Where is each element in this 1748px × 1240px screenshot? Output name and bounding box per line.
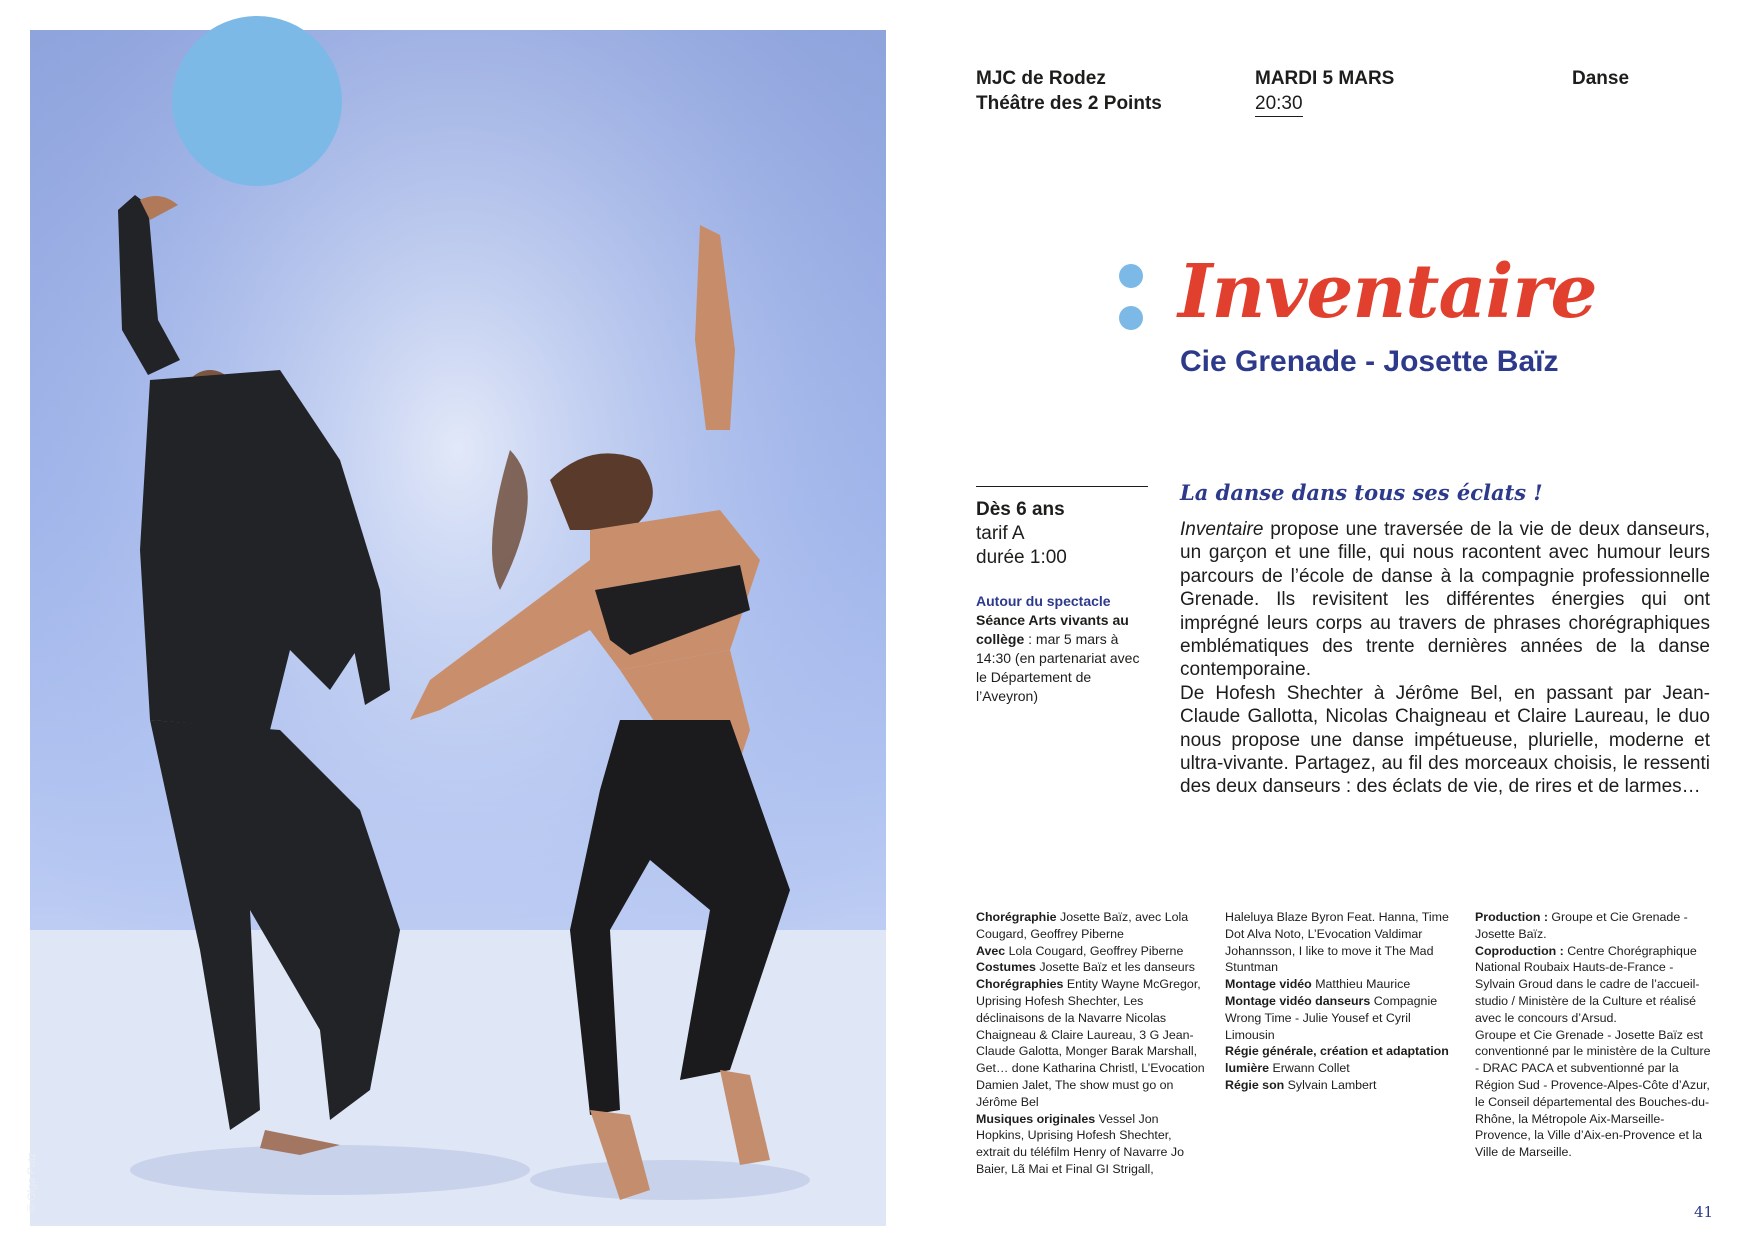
info-block: [976, 498, 1162, 570]
description-paragraph-1: [1180, 518, 1710, 682]
autour-label: Séance Arts vivants au collège: [976, 612, 1129, 647]
credit-entry: [976, 909, 1208, 943]
photo-credit: © Olga Putz: [26, 1152, 38, 1212]
credit-role: Production :: [1475, 910, 1548, 924]
date-block: [1255, 66, 1394, 117]
event-date: MARDI 5 MARS: [1255, 68, 1395, 89]
credit-role: Musiques originales: [976, 1111, 1096, 1126]
page-number: 41: [1694, 1203, 1714, 1221]
credit-entry: [1225, 993, 1457, 1043]
credit-role: Costumes: [976, 960, 1036, 975]
credit-entry: [1475, 1027, 1713, 1161]
credit-entry: [1225, 976, 1457, 993]
credit-names: Erwann Collet: [1269, 1061, 1350, 1076]
credits-column-2: [1225, 909, 1457, 1094]
credit-entry: [1225, 1043, 1457, 1077]
description-paragraph-2: De Hofesh Shechter à Jérôme Bel, en passant par Jean-Claude Gallotta, Nicolas Chaigneau et Claire Laureau, le duo nous propose une danse impétueuse, plurielle, moderne et ultra-vivante. Partagez, au fil des morceaux choisis, le ressenti des deux danseurs : des éclats de vie, de rires et de larmes…: [1180, 682, 1710, 798]
credit-entry: [1225, 1077, 1457, 1094]
company-name: Cie Grenade - Josette Baïz: [1180, 345, 1559, 378]
description-text-1: propose une traversée de la vie de deux danseurs, un garçon et une fille, qui nous racontent avec humour leurs parcours de l’école de danse à la compagnie professionnelle Grenade. Ils revisitent les différentes énergies qui ont imprégné leurs corps au travers de phrases chorégraphiques emblématiques des trente dernières années de la danse contemporaine.: [1180, 519, 1710, 681]
event-category: Danse: [1572, 68, 1630, 89]
credit-names: Groupe et Cie Grenade - Josette Baïz.: [1475, 910, 1688, 941]
description: [1180, 518, 1710, 799]
colon-dot-top: [1119, 264, 1143, 288]
info-divider: [976, 486, 1148, 487]
credit-entry: [976, 943, 1208, 960]
venue-block: [976, 66, 1162, 116]
credit-role: Chorégraphies: [976, 977, 1064, 992]
credit-names: Entity Wayne McGregor, Uprising Hofesh Shechter, Les déclinaisons de la Navarre Nicolas Chaigneau & Claire Laureau, 3 G Jean-Claude Galotta, Monger Barak Marshall, Get… done Katharina Christl, L’Evocation Damien Jalet, The show must go on Jérôme Bel: [976, 977, 1205, 1109]
credit-names: Josette Baïz, avec Lola Cougard, Geoffrey Piberne: [976, 910, 1189, 941]
autour-block: [976, 592, 1152, 706]
decorative-blue-circle: [172, 16, 342, 186]
credit-entry: [1225, 909, 1457, 976]
dance-photo: [26, 30, 886, 1226]
credit-role: Régie son: [1225, 1077, 1285, 1092]
venue-name: MJC de Rodez: [976, 68, 1106, 89]
credit-names: Vessel Jon Hopkins, Uprising Hofesh Shechter, extrait du téléfilm Henry of Navarre Jo Baier, Lã Mai et Final GI Strigall,: [976, 1111, 1184, 1176]
age-info: Dès 6 ans: [976, 499, 1065, 520]
event-time: 20:30: [1255, 91, 1303, 117]
credit-names: Groupe et Cie Grenade - Josette Baïz est conventionné par le ministère de la Culture - DRAC PACA et subventionné par la Région Sud - Provence-Alpes-Côte d’Azur, le Conseil départemental des Bouches-du-Rhône, la Métropole Aix-Marseille-Provence, la Ville d’Aix-en-Provence et la Ville de Marseille.: [1475, 1027, 1711, 1160]
credit-role: Montage vidéo danseurs: [1225, 993, 1371, 1008]
dancers-illustration: [30, 30, 886, 1226]
autour-detail: : mar 5 mars à 14:30 (en partenariat avec le Département de l’Aveyron): [976, 631, 1140, 704]
credit-role: Montage vidéo: [1225, 977, 1312, 992]
show-title: Inventaire: [1178, 249, 1597, 335]
credit-entry: [1475, 909, 1713, 943]
credit-role: Régie générale, création et adaptation lumière: [1225, 1044, 1449, 1076]
description-title-ref: Inventaire: [1180, 519, 1264, 540]
credit-role: Coproduction :: [1475, 943, 1564, 958]
credit-role: Chorégraphie: [976, 910, 1057, 924]
credits-column-3: [1475, 909, 1713, 1161]
credit-names: Matthieu Maurice: [1311, 977, 1411, 992]
duration-info: durée 1:00: [976, 547, 1067, 568]
credit-names: Centre Chorégraphique National Roubaix Hauts-de-France - Sylvain Groud dans le cadre de l’accueil-studio / Ministère de la Culture et réalisé avec le concours d’Arsud.: [1475, 943, 1700, 1025]
autour-heading: Autour du spectacle: [976, 593, 1111, 609]
category-block: [1572, 66, 1629, 91]
autour-text: [976, 611, 1152, 706]
colon-dot-bottom: [1119, 306, 1143, 330]
tarif-info: tarif A: [976, 523, 1025, 544]
credit-entry: [1475, 943, 1713, 1027]
credit-names: Sylvain Lambert: [1284, 1077, 1377, 1092]
tagline: La danse dans tous ses éclats !: [1180, 480, 1543, 505]
credit-role: Avec: [976, 943, 1006, 958]
venue-hall: Théâtre des 2 Points: [976, 93, 1162, 114]
credit-entry: [976, 959, 1208, 976]
credit-names: Lola Cougard, Geoffrey Piberne: [1005, 943, 1184, 958]
credit-entry: [976, 976, 1208, 1110]
credit-names: Compagnie Wrong Time - Julie Yousef et Cyril Limousin: [1225, 993, 1438, 1042]
credit-entry: [976, 1111, 1208, 1178]
credit-names: Haleluya Blaze Byron Feat. Hanna, Time Dot Alva Noto, L’Evocation Valdimar Johannsson, I like to move it The Mad Stuntman: [1225, 910, 1449, 975]
credits-column-1: [976, 909, 1208, 1178]
credit-names: Josette Baïz et les danseurs: [1035, 960, 1196, 975]
